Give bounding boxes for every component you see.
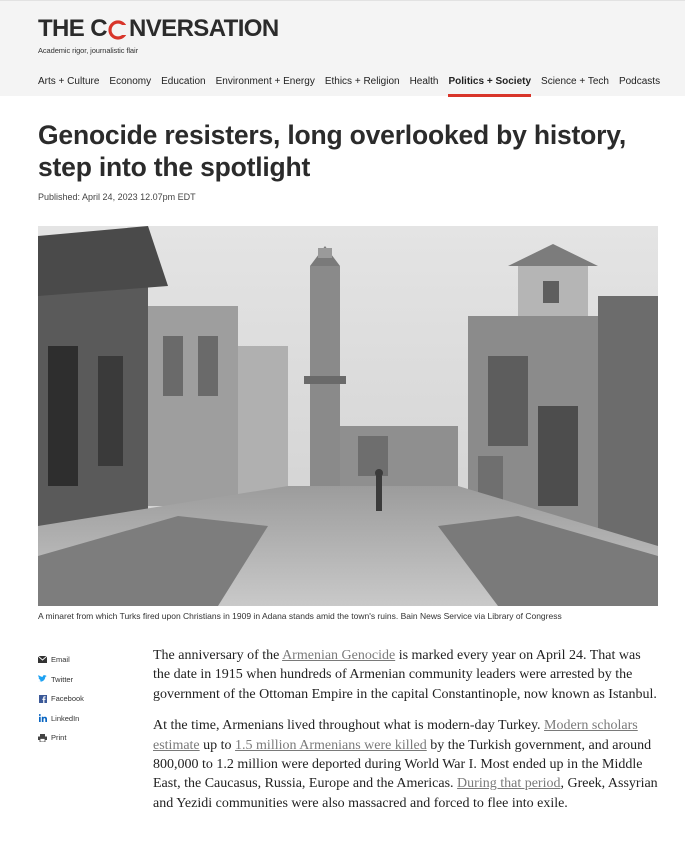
nav-item-podcasts[interactable]: Podcasts (618, 76, 661, 87)
link-during-that-period[interactable]: During that period (457, 776, 561, 792)
share-print-label: Print (51, 733, 67, 743)
nav-item-education[interactable]: Education (161, 76, 206, 87)
photo-credit: Bain News Service via Library of Congress (400, 611, 562, 621)
share-email-label: Email (51, 655, 70, 665)
tagline: Academic rigor, journalistic flair (38, 46, 138, 55)
email-icon (38, 655, 47, 664)
link-armenians-killed[interactable]: 1.5 million Armenians were killed (235, 737, 427, 753)
share-twitter[interactable] (38, 670, 138, 690)
site-header (0, 0, 685, 96)
ruins-photo-illustration (38, 226, 658, 606)
section-nav (38, 71, 675, 97)
paragraph-2: At the time, Armenians lived throughout what is modern-day Turkey. Modern scholars estimate up to 1.5 million Armenians were killed by the Turkish government, and around 800,000 to 1.2 million were deported during World War I. Most ended up in the Middle East, the Caucasus, Russia, Europe and the Americas. During that period, Greek, Assyrian and Yezidi communities were also massacred and forced to flee into exile. (153, 718, 658, 811)
share-facebook[interactable] (38, 689, 138, 709)
nav-item-economy[interactable]: Economy (109, 76, 152, 87)
twitter-icon (38, 675, 47, 684)
paragraph-1: The anniversary of the Armenian Genocide is marked every year on April 24. That was the date in 1915 when hundreds of Armenian community leaders were arrested by the government of the Ottoman Empire in the capital Constantinople, now known as Istanbul. (153, 648, 657, 702)
share-linkedin-label: LinkedIn (51, 713, 80, 723)
logo-text-right: NVERSATION (129, 15, 279, 42)
article-photo (38, 226, 658, 606)
facebook-icon (38, 694, 47, 703)
share-linkedin[interactable] (38, 709, 138, 729)
nav-item-health[interactable]: Health (409, 76, 439, 87)
caption-text: A minaret from which Turks fired upon Christians in 1909 in Adana stands amid the town's ruins. (38, 611, 399, 621)
article-body (153, 646, 658, 825)
link-armenian-genocide[interactable]: Armenian Genocide (282, 648, 396, 663)
share-email[interactable] (38, 650, 138, 670)
link-modern-scholars-estimate[interactable]: Modern scholars estimate (153, 718, 638, 753)
publish-date (38, 192, 196, 202)
logo-text-left: THE C (38, 15, 108, 42)
share-facebook-label: Facebook (51, 694, 84, 704)
linkedin-icon (38, 714, 47, 723)
photo-caption (38, 611, 658, 621)
published-label: Published: (38, 192, 81, 202)
article-headline: Genocide resisters, long overlooked by history, step into the spotlight (38, 120, 627, 182)
site-logo[interactable] (38, 15, 279, 43)
print-icon (38, 733, 47, 742)
published-date: April 24, 2023 12.07pm EDT (82, 192, 196, 202)
nav-item-arts-culture[interactable]: Arts + Culture (38, 76, 100, 87)
nav-item-environment-energy[interactable]: Environment + Energy (215, 76, 315, 87)
nav-item-ethics-religion[interactable]: Ethics + Religion (324, 76, 400, 87)
nav-item-science-tech[interactable]: Science + Tech (541, 76, 609, 87)
share-print[interactable] (38, 728, 138, 748)
share-tools (38, 650, 138, 748)
logo-o-mark-icon (108, 19, 128, 39)
share-twitter-label: Twitter (51, 674, 74, 684)
nav-item-politics-society[interactable]: Politics + Society (448, 71, 531, 97)
